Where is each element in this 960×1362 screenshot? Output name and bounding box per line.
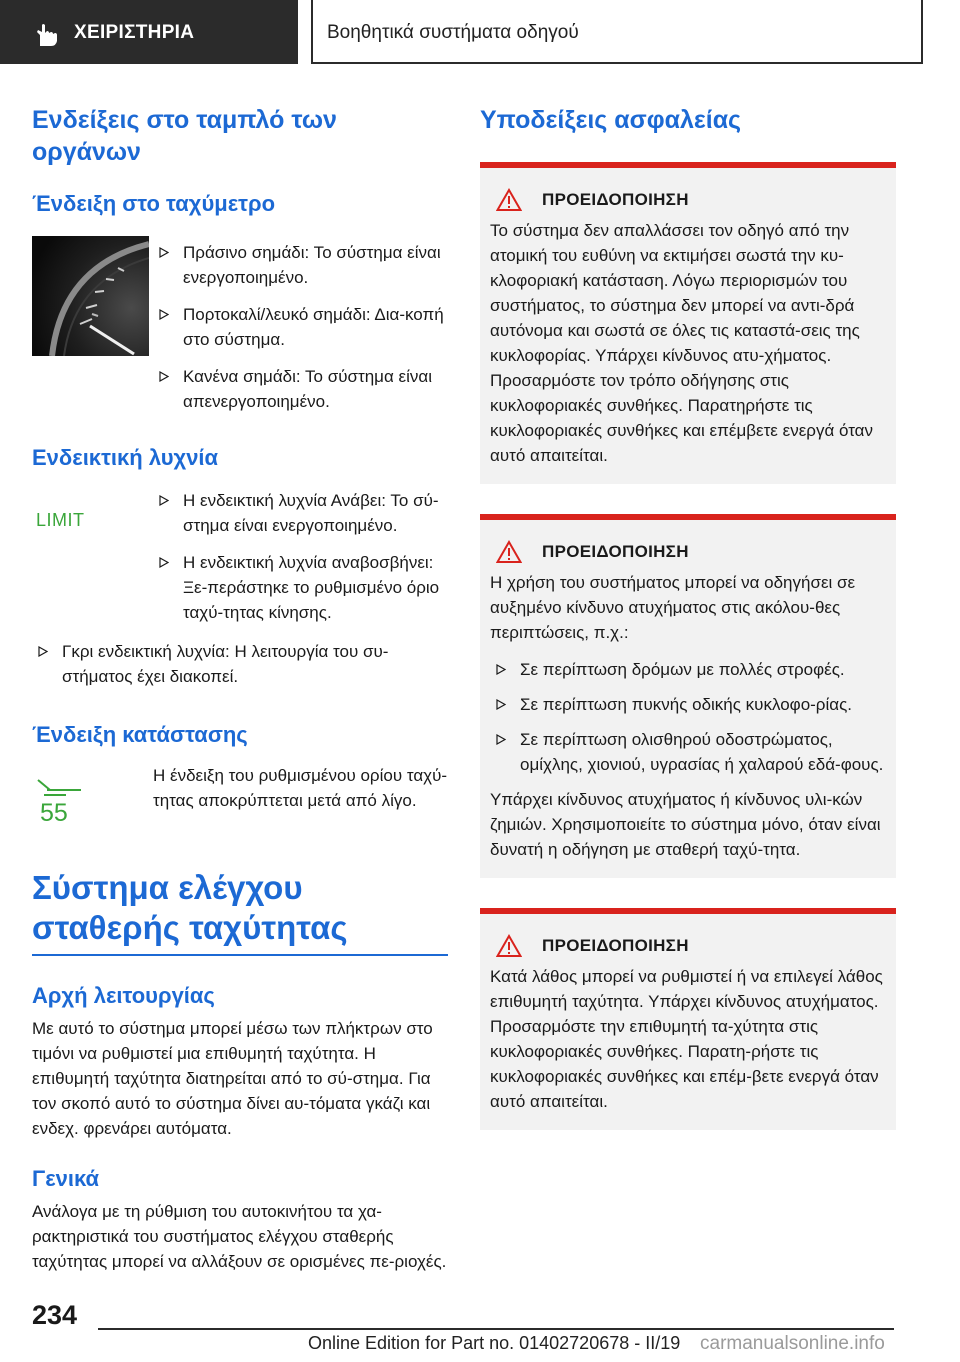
edition-text: Online Edition for Part no. 01402720678 - II/19: [308, 1333, 681, 1353]
page-header: [0, 0, 960, 66]
chapter-heading-cruise-control: Σύστημα ελέγχου σταθερής ταχύτητας: [32, 869, 348, 946]
subheading-indicator-lamp: Ενδεικτική λυχνία: [32, 445, 219, 470]
list-item: Σε περίπτωση πυκνής οδικής κυκλοφο-ρίας.: [490, 692, 888, 717]
list-item: Κανένα σημάδι: Το σύστημα είναι απενεργοποιημένο.: [153, 364, 448, 414]
list-item: Πορτοκαλί/λευκό σημάδι: Δια-κοπή στο σύστημα.: [153, 302, 448, 352]
warning-text-3: Κατά λάθος μπορεί να ρυθμιστεί ή να επιλεγεί λάθος επιθυμητή ταχύτητα. Υπάρχει κίνδυνος ατυχήματος. Προσαρμόστε την επιθυμητή τα-χύτητα στις κυκλοφοριακές συνθήκες. Παρατη-ρήστε τις κυκλοφοριακές συνθήκες και επέμ-βετε ενεργά όταν αυτό απαιτείται.: [490, 967, 883, 1111]
bullet-triangle-icon: [159, 247, 169, 258]
bullet-triangle-icon: [159, 371, 169, 382]
chapter-divider: [32, 954, 448, 956]
warning-box-2: [480, 514, 896, 878]
warning-text-2: Η χρήση του συστήματος μπορεί να οδηγήσει σε αυξημένο κίνδυνο ατυχήματος στις ακόλου-θες περιπτώσεις, π.χ.:: [490, 573, 856, 642]
watermark: carmanualsonline.info: [700, 1333, 885, 1354]
chapter-tab: [0, 0, 298, 64]
subheading-principle: Αρχή λειτουργίας: [32, 983, 215, 1008]
status-text: Η ένδειξη του ρυθμισμένου ορίου ταχύ-τητας αποκρύπτεται μετά από λίγο.: [153, 766, 448, 810]
left-column: [32, 104, 448, 1274]
bullet-triangle-icon: [159, 495, 169, 506]
limit-lamp-box: [32, 488, 149, 625]
status-display-block: [32, 763, 448, 830]
bullet-triangle-icon: [496, 734, 506, 745]
section-title: Βοηθητικά συστήματα οδηγού: [327, 22, 579, 43]
status-value: 55: [40, 799, 68, 825]
hand-pointer-icon: [34, 22, 62, 48]
list-item: Σε περίπτωση δρόμων με πολλές στροφές.: [490, 657, 888, 682]
section-heading-instrument-cluster: Ενδείξεις στο ταμπλό των οργάνων: [32, 106, 337, 166]
principle-text: Με αυτό το σύστημα μπορεί μέσω των πλήκτρων στο τιμόνι να ρυθμιστεί μια επιθυμητή ταχύτητα. Η επιθυμητή ταχύτητα διατηρείται από το σύ-στημα. Για τον σκοπό αυτό το σύστημα δίνει αυ-τόματα γκάζι και ενδεχ. φρενάρει αυτόματα.: [32, 1019, 433, 1138]
warning-triangle-icon: [496, 188, 522, 212]
section-heading-safety: Υποδείξεις ασφαλείας: [480, 106, 742, 134]
bullet-triangle-icon: [496, 664, 506, 675]
list-item: Σε περίπτωση ολισθηρού οδοστρώματος, ομίχλης, χιονιού, υγρασίας ή χαλαρού εδά-φους.: [490, 727, 888, 777]
general-text: Ανάλογα με τη ρύθμιση του αυτοκινήτου τα χα-ρακτηριστικά του συστήματος ελέγχου σταθερής ταχύτητας μπορεί να αλλάξουν σε ορισμένες πε-ριοχές.: [32, 1202, 447, 1271]
indicator-lamp-block: [32, 488, 448, 625]
bullet-triangle-icon: [38, 646, 48, 657]
section-tab: [311, 0, 923, 64]
subheading-status-display: Ένδειξη κατάστασης: [32, 722, 248, 747]
bullet-triangle-icon: [496, 699, 506, 710]
subheading-general: Γενικά: [32, 1166, 100, 1191]
warning-box-3: [480, 908, 896, 1130]
warning-text-2-tail: Υπάρχει κίνδυνος ατυχήματος ή κίνδυνος υλι-κών ζημιών. Χρησιμοποιείτε το σύστημα μόνο, όταν είναι δυνατή η οδήγηση με σταθερή ταχύ-τητα.: [490, 790, 881, 859]
list-item: Γκρι ενδεικτική λυχνία: Η λειτουργία του συ-στήματος έχει διακοπεί.: [32, 639, 448, 689]
warning-label: ΠΡΟΕΙΔΟΠΟΙΗΣΗ: [542, 936, 689, 955]
list-item: Η ενδεικτική λυχνία Ανάβει: Το σύ-στημα είναι ενεργοποιημένο.: [153, 488, 448, 538]
warning-text-1: Το σύστημα δεν απαλλάσσει τον οδηγό από την ατομική του ευθύνη να εκτιμήσει σωστά την κυ-κλοφοριακή κατάσταση. Λόγω περιορισμών του συστήματος, το σύστημα δεν μπορεί να αντι-δρά αυτόνομα και σωστά σε όλες τις καταστά-σεις της κυκλοφορίας. Υπάρχει κίνδυνος ατυ-χήματος. Προσαρμόστε τον τρόπο οδήγησης στις κυκλοφοριακές συνθήκες. Παρατηρήστε τις κυκλοφοριακές συνθήκες και επέμβετε ενεργά όταν αυτό απαιτείται.: [490, 221, 874, 465]
speed-limit-status-icon: [32, 775, 92, 825]
status-icon-box: [32, 763, 149, 830]
bullet-triangle-icon: [159, 309, 169, 320]
speedometer-block: [32, 236, 448, 414]
footer-divider: [98, 1328, 894, 1330]
warning-label: ΠΡΟΕΙΔΟΠΟΙΗΣΗ: [542, 542, 689, 561]
warning-label: ΠΡΟΕΙΔΟΠΟΙΗΣΗ: [542, 190, 689, 209]
bullet-triangle-icon: [159, 557, 169, 568]
right-column: [480, 104, 896, 1130]
warning-triangle-icon: [496, 540, 522, 564]
list-item: Η ενδεικτική λυχνία αναβοσβήνει: Ξε-περάστηκε το ρυθμισμένο όριο ταχύ-τητας κίνησης.: [153, 550, 448, 625]
warning-box-1: [480, 162, 896, 484]
page-number: 234: [32, 1300, 78, 1330]
subheading-speedometer: Ένδειξη στο ταχύμετρο: [32, 191, 276, 216]
limit-lamp-label: LIMIT: [36, 510, 85, 530]
speedometer-image-box: [32, 236, 149, 414]
speedometer-image: [32, 236, 149, 356]
chapter-title: ΧΕΙΡΙΣΤΗΡΙΑ: [74, 22, 195, 43]
warning-triangle-icon: [496, 934, 522, 958]
list-item: Πράσινο σημάδι: Το σύστημα είναι ενεργοποιημένο.: [153, 240, 448, 290]
